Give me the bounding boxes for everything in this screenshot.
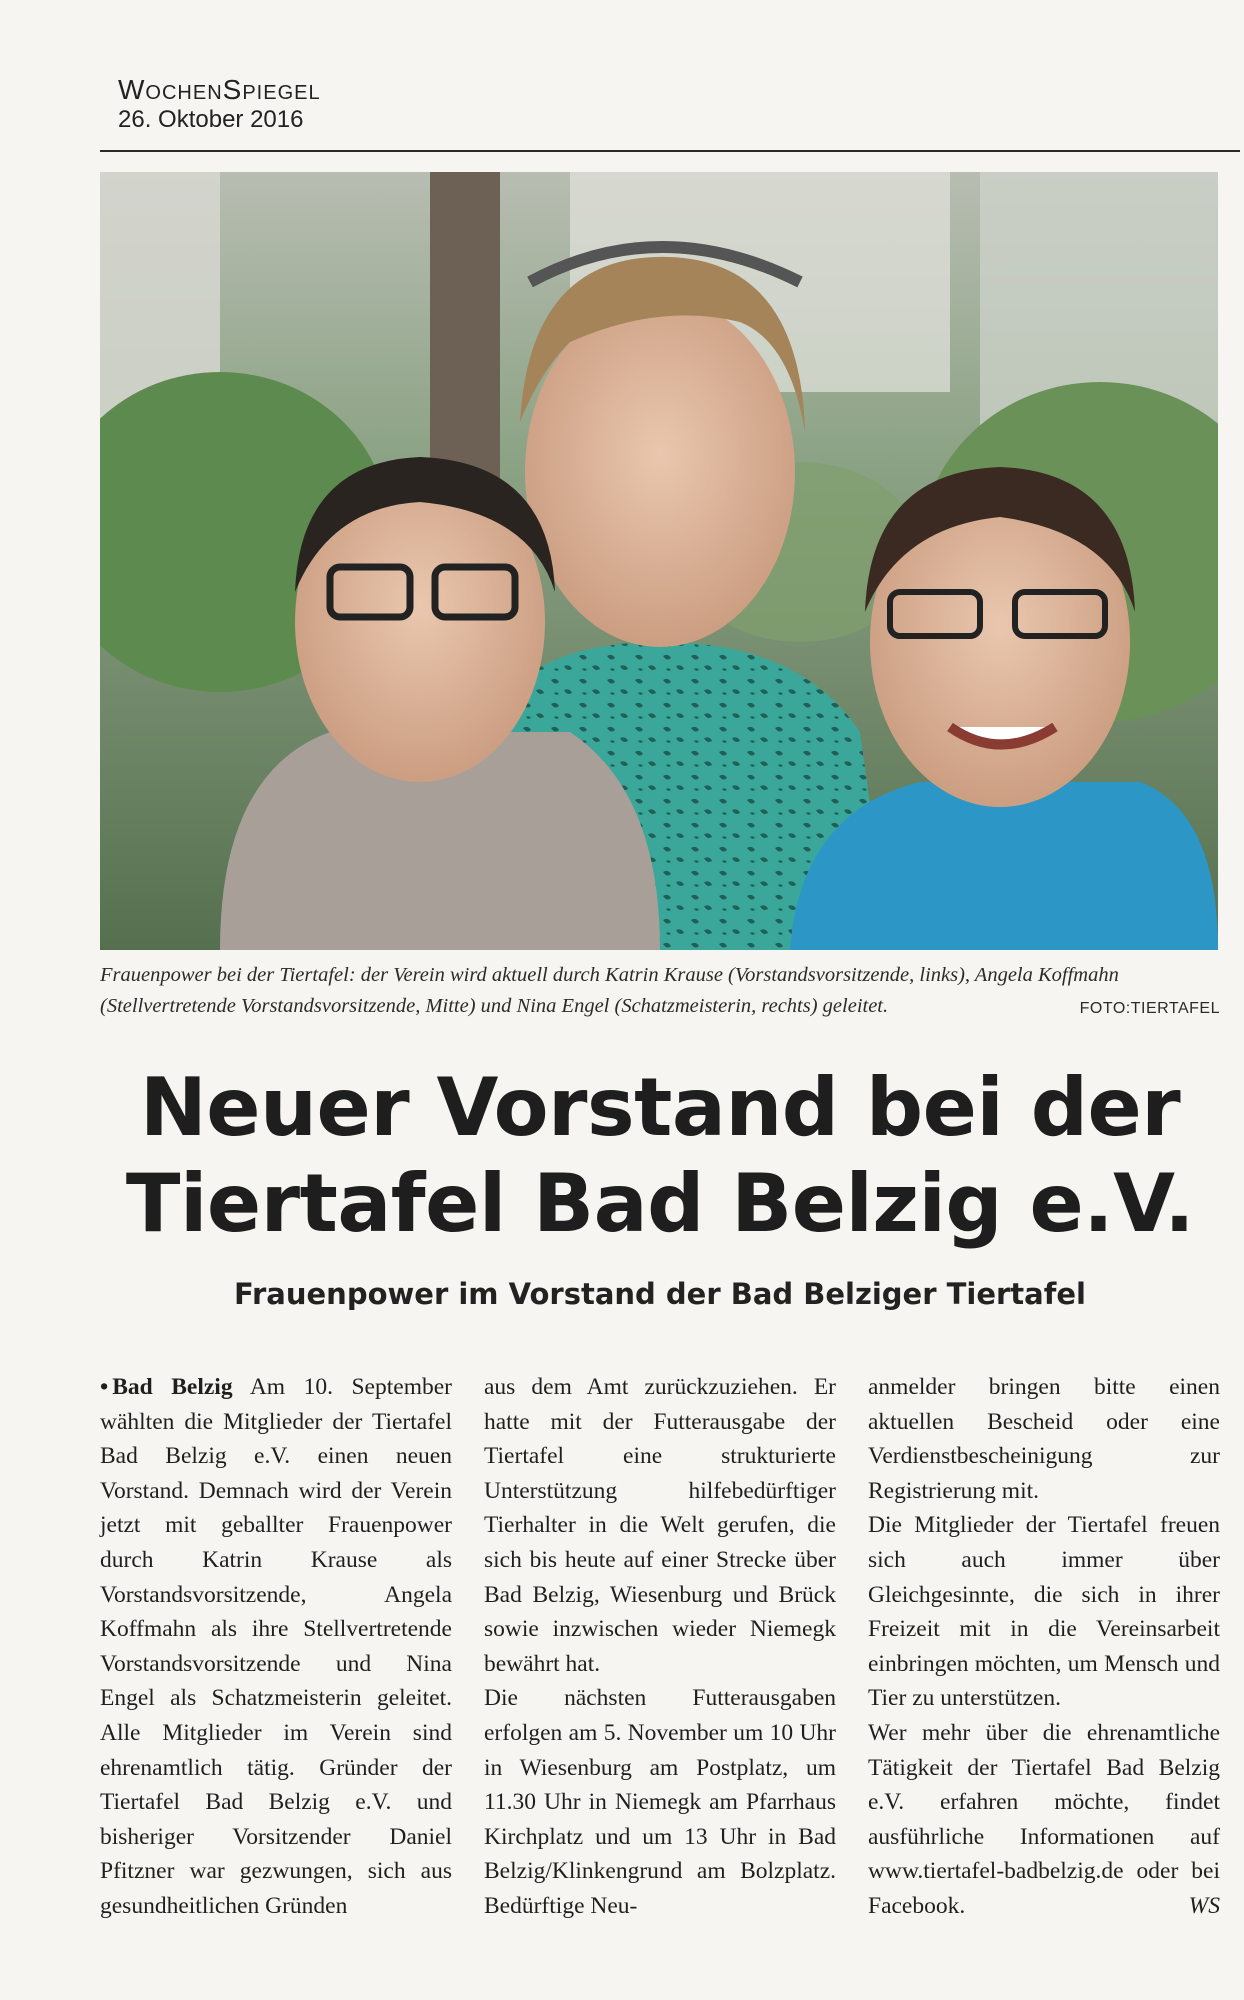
- paragraph-text: Wer mehr über die ehrenamtliche Tätigkeit der Tiertafel Bad Belzig e.V. erfahren möchte, findet ausführliche Informationen auf www.tiertafel-badbelzig.de oder bei Facebook.: [868, 1719, 1220, 1919]
- masthead: [118, 76, 321, 132]
- article-column-1: [100, 1370, 452, 1924]
- photo-credit: FOTO:TIERTAFEL: [1079, 1000, 1220, 1017]
- article-paragraph: anmelder bringen bitte einen aktuellen Bescheid oder eine Verdienstbescheinigung zur Registrierung mit.: [868, 1374, 1220, 1504]
- article-column-3: [868, 1370, 1220, 1924]
- headline-line-2: Tiertafel Bad Belzig e.V.: [125, 1157, 1195, 1250]
- article-paragraph: aus dem Amt zurückzuziehen. Er hatte mit der Futterausgabe der Tiertafel eine strukturierte Unterstützung hilfebedürftiger Tierhalter in die Welt gerufen, die sich bis heute auf einer Strecke über Bad Belzig, Wiesenburg und Brück sowie inzwischen wieder Niemegk bewährt hat.: [484, 1374, 836, 1677]
- article-column-2: [484, 1370, 836, 1924]
- headline-line-1: Neuer Vorstand bei der: [139, 1061, 1181, 1154]
- headline: [100, 1060, 1220, 1252]
- caption-text: Frauenpower bei der Tiertafel: der Verein wird aktuell durch Katrin Krause (Vorstandsvorsitzende, links), Angela Koffmahn (Stellvertretende Vorstandsvorsitzende, Mitte) und Nina Engel (Schatzmeisterin, rechts) geleitet.: [100, 964, 1119, 1017]
- article-paragraph: Die Mitglieder der Tiertafel freuen sich auch immer über Gleichgesinnte, die sich in ihrer Freizeit mit in die Vereinsarbeit einbringen möchten, um Mensch und Tier zu unterstützen.: [868, 1512, 1220, 1712]
- group-portrait-photo: [100, 172, 1218, 950]
- photo-caption: [100, 960, 1220, 1024]
- article-paragraph: [100, 1370, 452, 1924]
- publication-name: WochenSpiegel: [118, 74, 321, 105]
- publication-date: 26. Oktober 2016: [118, 106, 304, 133]
- article-body: [100, 1370, 1220, 1970]
- subheadline: Frauenpower im Vorstand der Bad Belziger Tiertafel: [234, 1277, 1086, 1311]
- photo-illustration: [100, 172, 1218, 950]
- article-paragraph: [868, 1716, 1220, 1924]
- author-initials: WS: [1188, 1892, 1220, 1919]
- article-paragraph: Die nächsten Futterausgaben erfolgen am 5. November um 10 Uhr in Wiesenburg am Postplatz, um 11.30 Uhr in Niemegk am Pfarrhaus Kirchplatz und um 13 Uhr in Bad Belzig/Klinkengrund am Bolzplatz. Bedürftige Neu-: [484, 1685, 836, 1919]
- masthead-rule: [100, 150, 1240, 152]
- paragraph-text: Am 10. September wählten die Mitglieder der Tiertafel Bad Belzig e.V. einen neuen Vorstand. Demnach wird der Verein jetzt mit geballter Frauenpower durch Katrin Krause als Vorstandsvorsitzende, Angela Koffmahn als ihre Stellvertretende Vorstandsvorsitzende und Nina Engel als Schatzmeisterin geleitet. Alle Mitglieder im Verein sind ehrenamtlich tätig. Gründer der Tiertafel Bad Belzig e.V. und bisheriger Vorsitzender Daniel Pfitzner war gezwungen, sich aus gesundheitlichen Gründen: [100, 1374, 452, 1919]
- dateline: Bad Belzig: [112, 1374, 233, 1400]
- bullet-icon: •: [100, 1374, 109, 1400]
